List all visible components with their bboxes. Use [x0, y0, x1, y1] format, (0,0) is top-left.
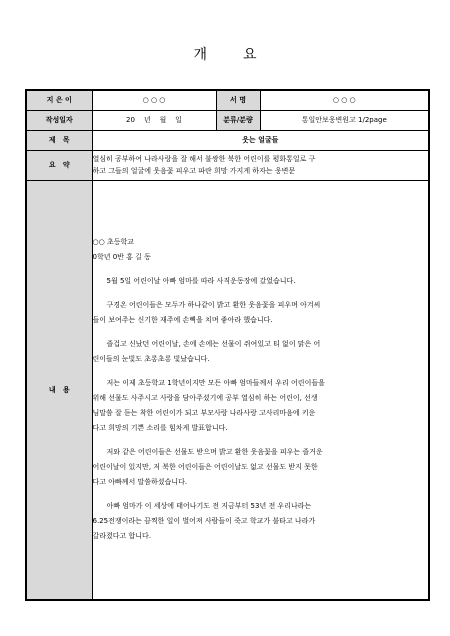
paragraph-line: 구경온 어린이들은 모두가 하나같이 밝고 환한 웃음꽃을 피우며 아겨씨 [106, 301, 321, 310]
subject-label: 제 목 [26, 130, 92, 150]
paragraph-line: 들이 보여주는 신기한 재주에 손뼉을 치며 좋아라 했습니다. [92, 316, 273, 325]
reviewer-value: ○ ○ ○ [260, 90, 429, 110]
summary-line: 열심히 공부하여 나라사랑을 잘 해서 불쌍한 북한 어린이를 평화통일로 구 [92, 155, 316, 163]
content-label: 내 용 [26, 180, 92, 600]
paragraph-line: 린이들의 눈빛도 초롱초롱 빛났습니다. [92, 355, 210, 364]
reviewer-label: 서 명 [216, 90, 260, 110]
author-label: 지 은 이 [26, 90, 92, 110]
document-form [25, 89, 430, 601]
paragraph-line: 다고 아빠께서 말씀하셨습니다. [92, 478, 188, 487]
date-value: 20 년 월 일 [92, 110, 216, 130]
paragraph-line: 6.25전쟁이라는 끔찍한 일이 벌어져 사람들이 죽고 학교가 불타고 나라가 [92, 517, 316, 526]
paragraph-line: 즐겁고 신났던 어린이날, 손에 손에는 선물이 쥐여있고 티 없이 맑은 어 [106, 340, 321, 349]
paragraph-line: 님말씀 잘 듣는 착한 어린이가 되고 부모사랑 나라사랑 고사리마음에 키운 [92, 409, 316, 418]
summary-text [92, 150, 429, 180]
paragraph-line: 아빠 엄마가 이 세상에 태어나기도 전 지금부터 53년 전 우리나라는 [106, 502, 312, 511]
paragraph-line: 위해 선물도 사주시고 사랑을 담아주셨기에 공부 열심히 하는 어린이, 선생 [92, 394, 318, 403]
summary-label: 요 약 [26, 150, 92, 180]
category-label: 분류/분량 [216, 110, 260, 130]
paragraph-line: 저는 이제 초등학교 1학년이지만 모든 아빠 엄마들께서 우리 어린이들을 [106, 379, 325, 388]
category-value: 통일안보웅변원고 1/2page [260, 110, 429, 130]
subject-value: 웃는 얼굴들 [92, 130, 429, 150]
content-body [92, 180, 429, 600]
paragraph-line: 저와 같은 어린이들은 선물도 받으며 밝고 환한 웃음꽃을 피우는 즐거운 [106, 448, 323, 457]
paragraph-line: 어린이날이 있지만, 저 북한 어린이들은 어린이날도 없고 선물도 받지 못한 [92, 463, 318, 472]
paragraph-line: 다고 희망의 기쁜 소리를 힘차게 발표합니다. [92, 424, 228, 433]
summary-line: 하고 그들의 얼굴에 웃음꽃 피우고 파란 희망 가지게 하자는 웅변문 [92, 167, 296, 175]
date-label: 작성일자 [26, 110, 92, 130]
page-title: 개요 [193, 47, 293, 63]
student-name: 0학년 0반 홍 길 동 [92, 253, 151, 262]
school-name: ○○ 초등학교 [92, 238, 134, 247]
author-value: ○ ○ ○ [92, 90, 216, 110]
paragraph-line: 갈라졌다고 합니다. [92, 532, 152, 541]
paragraph-line: 5월 5일 어린이날 아빠 엄마를 따라 사직운동장에 갔었습니다. [106, 277, 296, 286]
